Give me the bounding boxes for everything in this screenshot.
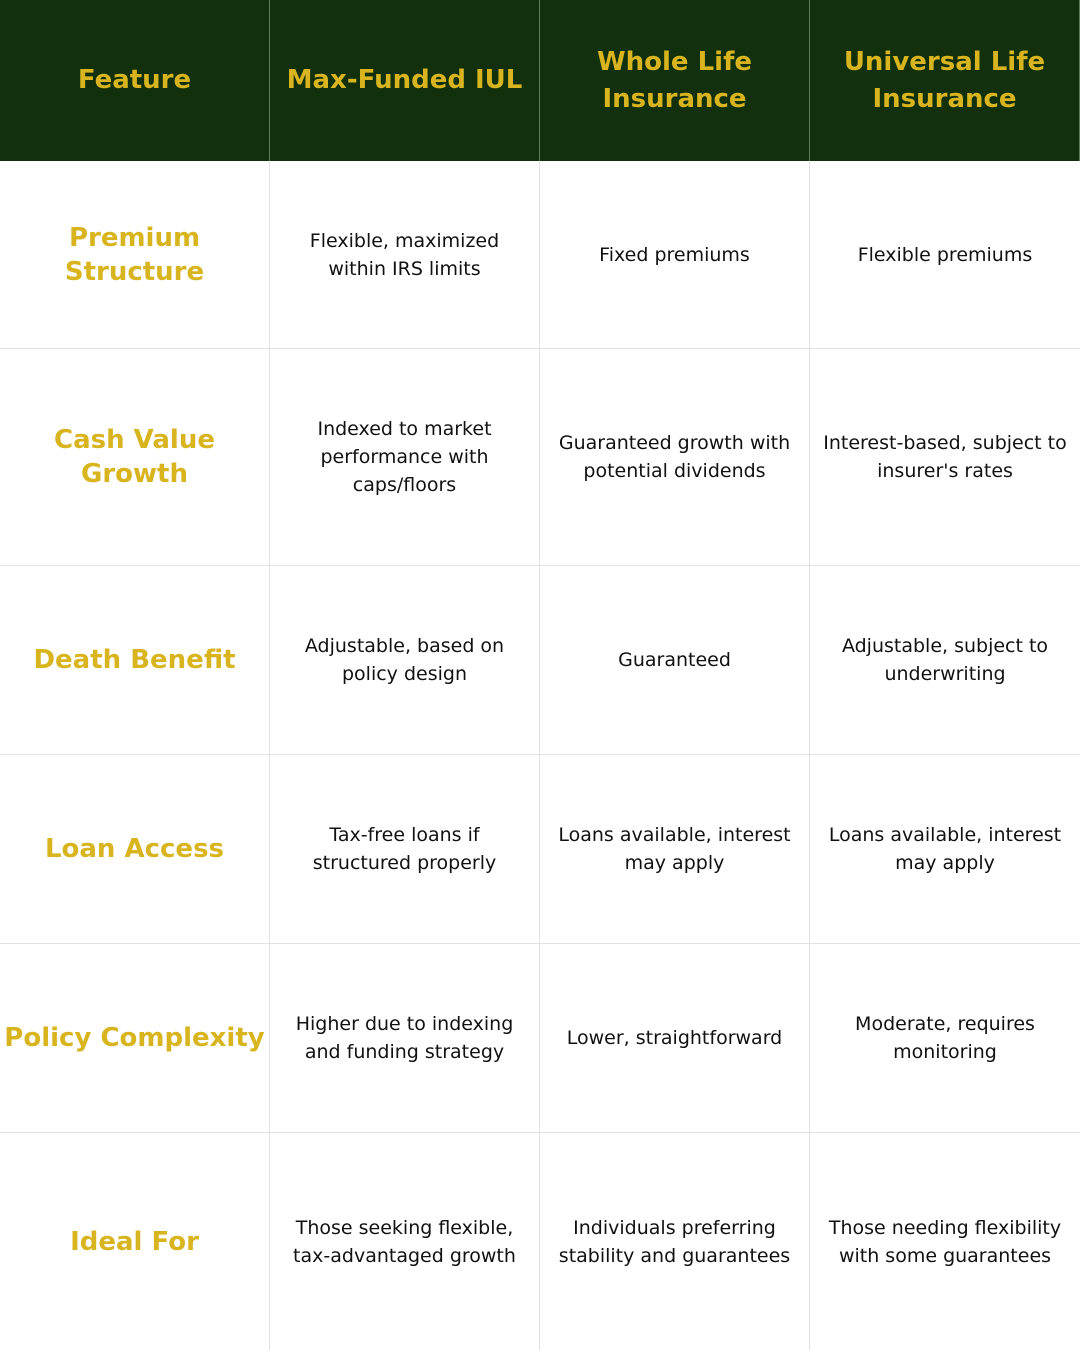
table-cell: Tax-free loans if structured properly bbox=[270, 755, 540, 944]
row-label-policy-complexity: Policy Complexity bbox=[0, 944, 270, 1133]
table-cell: Lower, straightforward bbox=[540, 944, 810, 1133]
table-cell: Individuals preferring stability and guarantees bbox=[540, 1133, 810, 1350]
table-cell: Those needing flexibility with some guarantees bbox=[828, 1216, 1062, 1267]
header-feature: Feature bbox=[0, 0, 270, 161]
row-label-premium-structure: Premium Structure bbox=[0, 161, 270, 349]
table-cell: Higher due to indexing and funding strategy bbox=[270, 944, 540, 1133]
header-whole-life: Whole Life Insurance bbox=[540, 0, 810, 161]
header-max-funded-iul: Max-Funded IUL bbox=[270, 0, 540, 161]
table-cell: Flexible premiums bbox=[810, 161, 1080, 349]
header-universal-life: Universal Life Insurance bbox=[810, 0, 1080, 161]
table-cell: Interest-based, subject to insurer's rates bbox=[810, 349, 1080, 566]
table-cell: Guaranteed bbox=[540, 566, 810, 755]
row-label-loan-access: Loan Access bbox=[0, 755, 270, 944]
table-cell: Loans available, interest may apply bbox=[810, 755, 1080, 944]
table-cell: Indexed to market performance with caps/floors bbox=[270, 349, 540, 566]
row-label-ideal-for: Ideal For bbox=[0, 1133, 270, 1350]
table-cell: Adjustable, subject to underwriting bbox=[810, 566, 1080, 755]
row-label-cash-value-growth: Cash Value Growth bbox=[0, 349, 270, 566]
table-cell: Guaranteed growth with potential dividends bbox=[540, 349, 810, 566]
table-cell: Moderate, requires monitoring bbox=[810, 944, 1080, 1133]
table-cell: Loans available, interest may apply bbox=[540, 755, 810, 944]
table-cell: Fixed premiums bbox=[540, 161, 810, 349]
row-label-death-benefit: Death Benefit bbox=[0, 566, 270, 755]
table-cell: Those seeking flexible, tax-advantaged growth bbox=[270, 1133, 540, 1350]
table-cell: Adjustable, based on policy design bbox=[270, 566, 540, 755]
table-cell: Flexible, maximized within IRS limits bbox=[270, 161, 540, 349]
